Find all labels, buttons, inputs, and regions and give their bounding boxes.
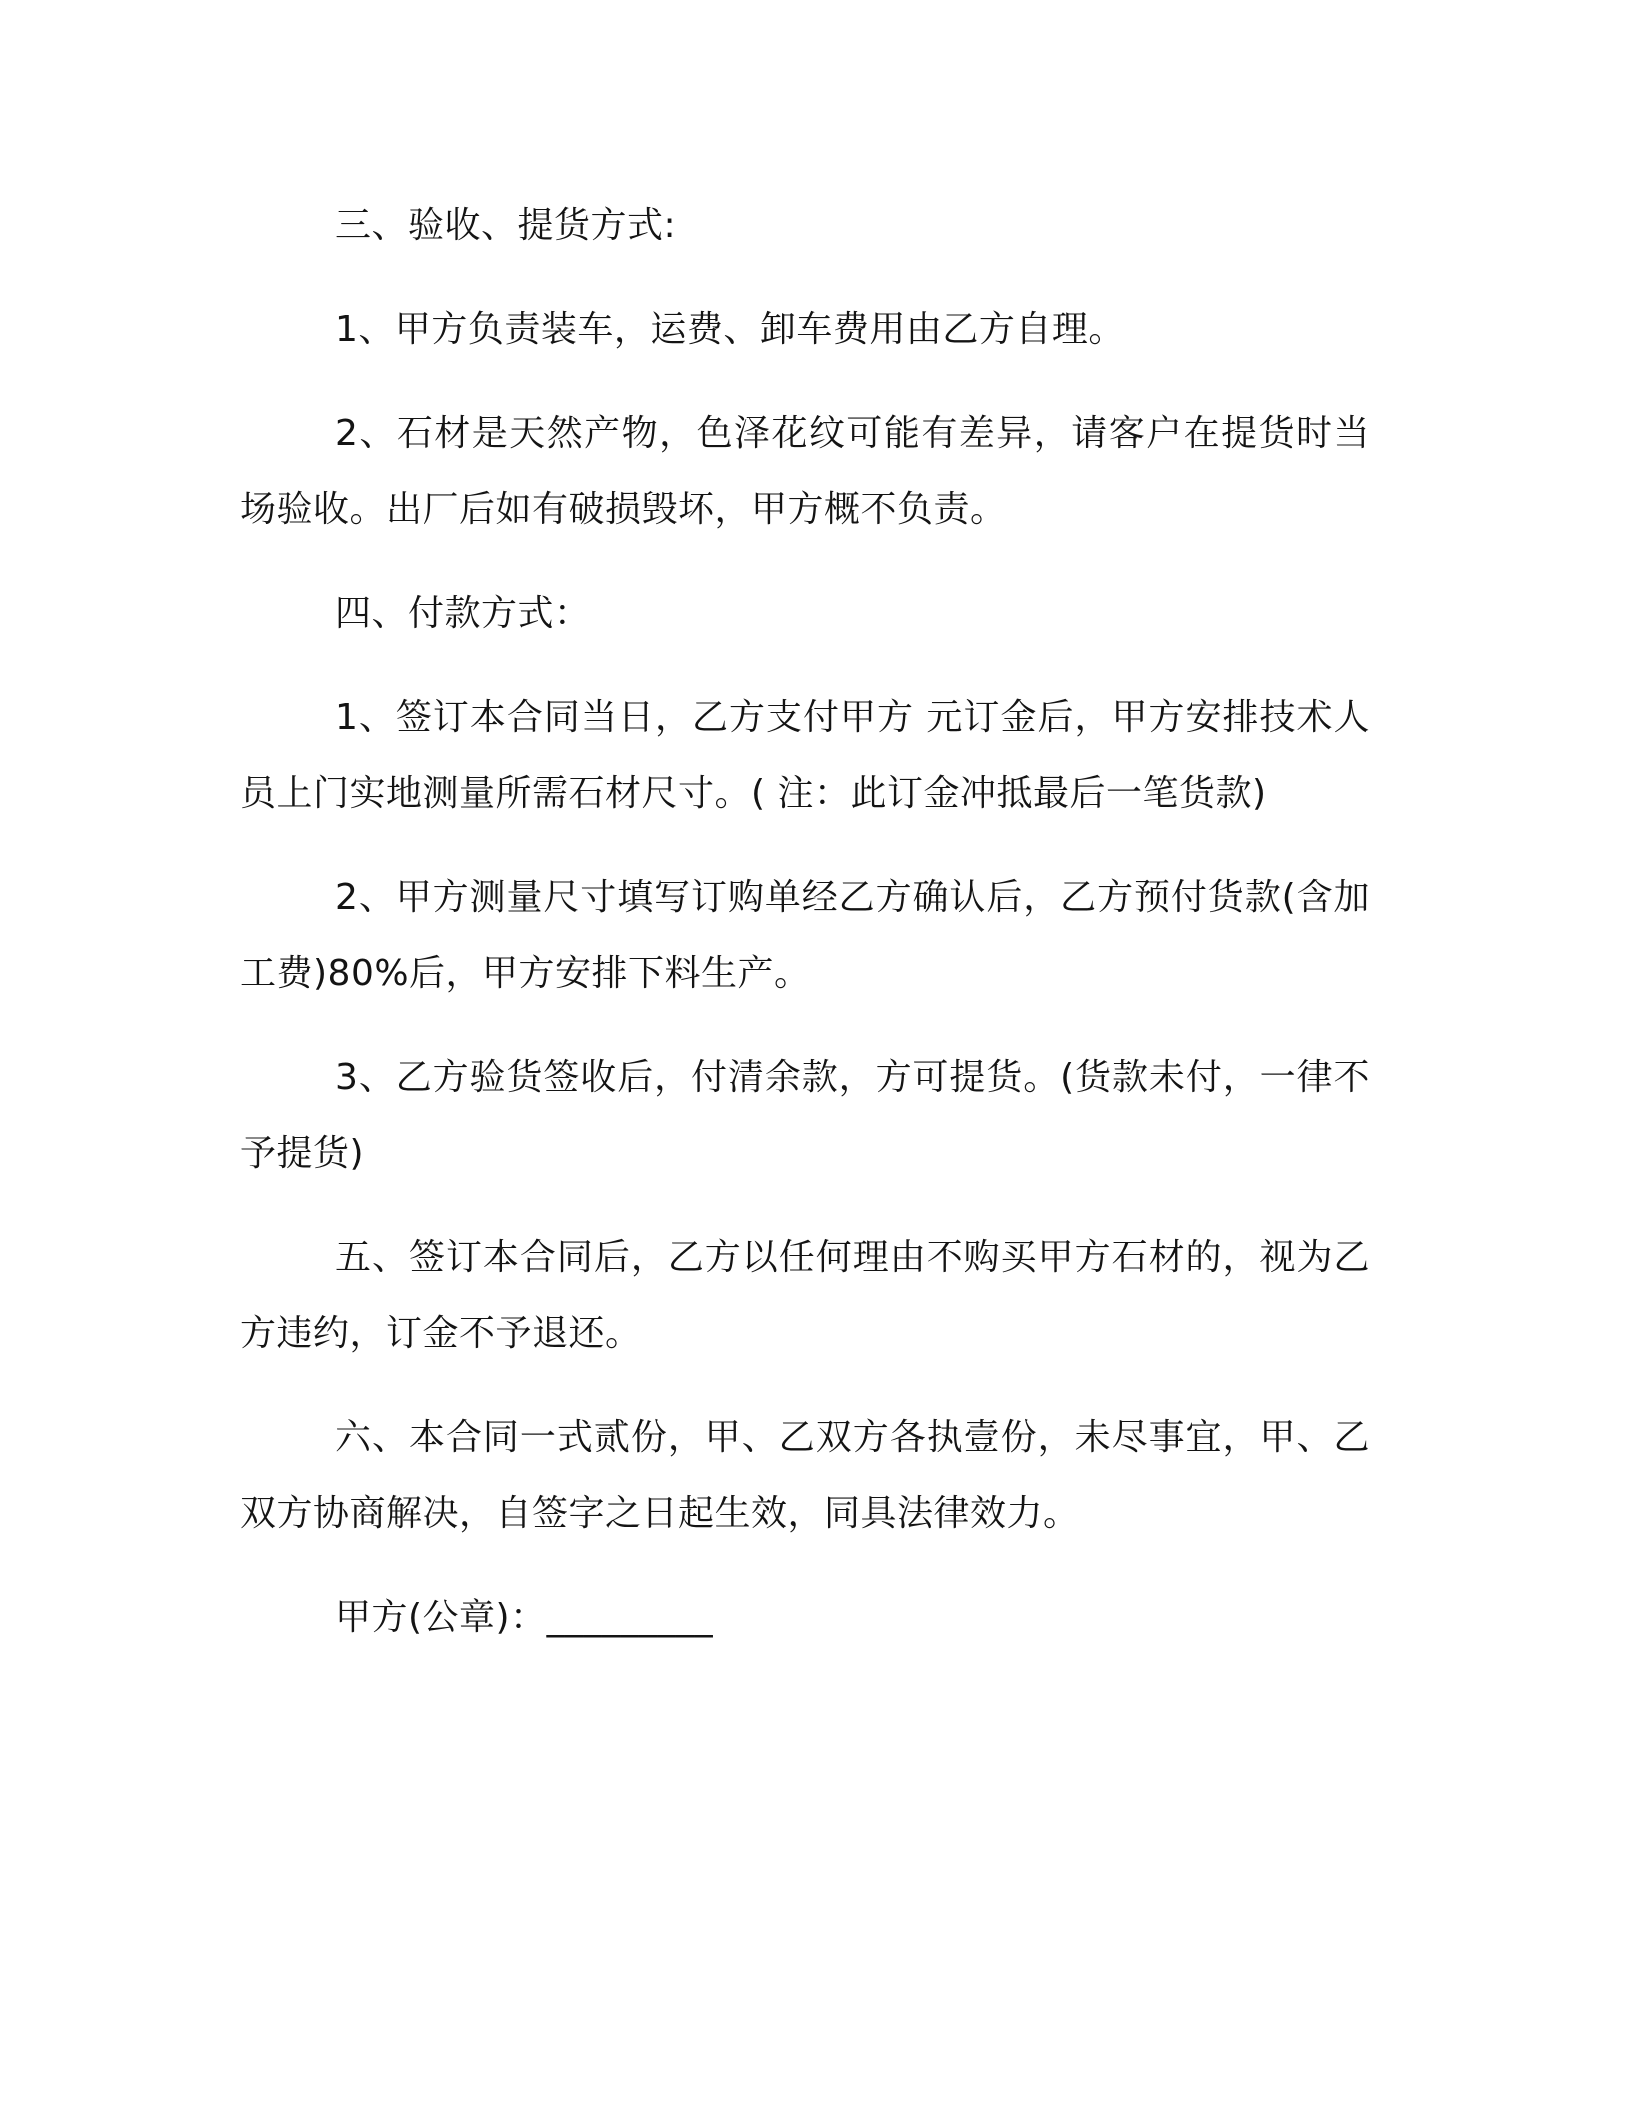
clause-balance: 3、乙方验货签收后，付清余款，方可提货。(货款未付，一律不予提货) — [240, 1057, 1370, 1174]
clause-breach: 五、签订本合同后，乙方以任何理由不购买甲方石材的，视为乙方违约，订金不予退还。 — [240, 1237, 1370, 1354]
document-body — [240, 188, 1370, 1656]
clause-inspection: 2、石材是天然产物，色泽花纹可能有差异，请客户在提货时当场验收。出厂后如有破损毁坏，甲方概不负责。 — [240, 413, 1370, 530]
signature-party-a: 甲方(公章)：_________ — [335, 1597, 714, 1638]
clause-prepayment: 2、甲方测量尺寸填写订购单经乙方确认后，乙方预付货款(含加工费)80%后，甲方安排下料生产。 — [240, 877, 1370, 994]
section-heading-acceptance: 三、验收、提货方式: — [335, 205, 677, 246]
section-heading-payment: 四、付款方式： — [335, 593, 591, 634]
clause-deposit: 1、签订本合同当日，乙方支付甲方 元订金后，甲方安排技术人员上门实地测量所需石材尺寸。( 注：此订金冲抵最后一笔货款) — [240, 697, 1370, 814]
clause-loading: 1、甲方负责装车，运费、卸车费用由乙方自理。 — [335, 309, 1125, 350]
clause-copies: 六、本合同一式贰份，甲、乙双方各执壹份，未尽事宜，甲、乙双方协商解决，自签字之日起生效，同具法律效力。 — [240, 1417, 1370, 1534]
